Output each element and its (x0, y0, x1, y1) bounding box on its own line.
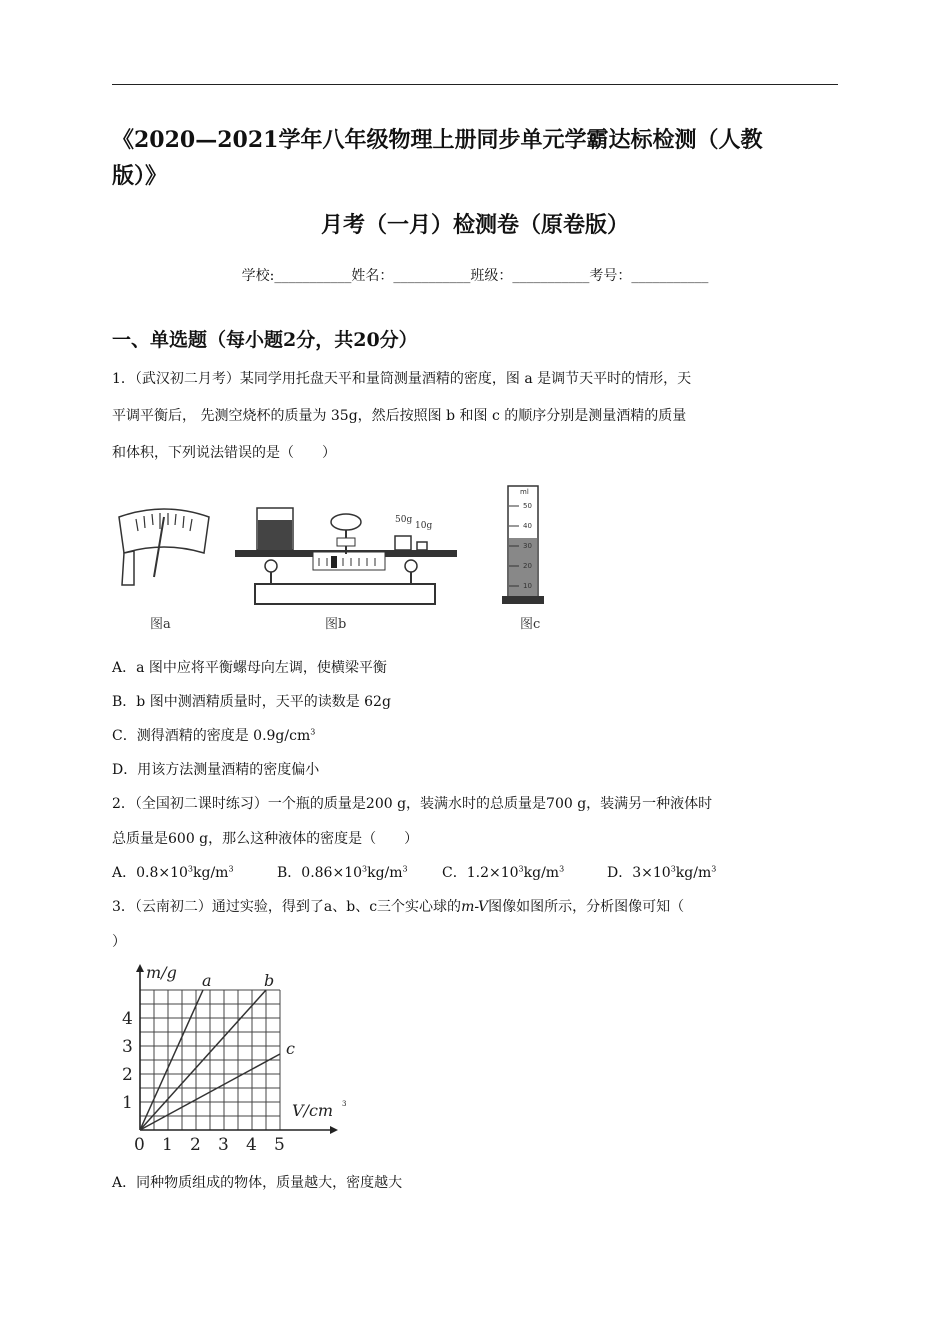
graph-line-c-label: c (286, 1039, 295, 1058)
mv-graph (112, 962, 352, 1162)
weight-50g-label: 50g (395, 515, 413, 525)
graph-x-tick: 3 (218, 1135, 229, 1155)
figure-a-label: 图a (150, 617, 171, 632)
q3-line2: ） (112, 934, 126, 950)
q1-line3: 和体积，下列说法错误的是（ ） (112, 445, 336, 461)
student-info-line: 学校:___________姓名：___________班级：___________考号：___________ (241, 268, 709, 284)
document-subtitle: 月考（一月）检测卷（原卷版） (320, 212, 629, 238)
q2-option-b: B．$0.86\times 10^3kg/m^3$ (277, 864, 408, 881)
graph-x-axis-sup: 3 (342, 1100, 347, 1108)
q1-option-d: D．用该方法测量酒精的密度偏小 (112, 762, 320, 778)
graph-x-tick: 5 (274, 1135, 285, 1155)
q2-options (112, 862, 716, 882)
cylinder-tick-label: 40 (523, 522, 532, 530)
section-heading: 一、单选题（每小题2分，共20分） (112, 329, 418, 351)
graph-x-tick: 2 (190, 1135, 201, 1155)
q1-line2: 平调平衡后， 先测空烧杯的质量为 35g，然后按照图 b 和图 c 的顺序分别是测量酒精的质量 (112, 408, 687, 424)
cylinder-tick-label: 50 (523, 502, 532, 510)
q2-line1: 2．（全国初二课时练习）一个瓶的质量是200 g，装满水时的总质量是700 g，装满另一种液体时 (112, 796, 713, 812)
figure-a-pointer-scale (114, 505, 214, 595)
graph-line-a-label: a (202, 971, 212, 990)
q2-line2: 总质量是600 g，那么这种液体的密度是（ ） (112, 831, 419, 847)
top-rule (112, 84, 838, 85)
graph-y-tick: 2 (122, 1065, 133, 1085)
figure-c-label: 图c (520, 617, 541, 632)
q1-option-c: C．测得酒精的密度是 $0.9g/cm^3$ (112, 727, 316, 744)
q2-option-d: D．$3\times 10^3kg/m^3$ (607, 864, 717, 881)
q3-line1: 3．（云南初二）通过实验，得到了a、b、c三个实心球的m-V图像如图所示，分析图像可知（ (112, 899, 685, 915)
q1-option-b: B．b 图中测酒精质量时，天平的读数是 62g (112, 694, 391, 710)
q1-option-a: A．a 图中应将平衡螺母向左调，使横梁平衡 (112, 660, 387, 676)
graph-y-tick: 1 (122, 1093, 133, 1113)
cylinder-unit: ml (520, 488, 529, 496)
q2-option-c: C．$1.2\times 10^3kg/m^3$ (442, 864, 565, 881)
graph-x-axis-label: V/cm (292, 1101, 334, 1120)
graph-y-tick: 3 (122, 1037, 133, 1057)
graph-line-b-label: b (264, 971, 275, 990)
q1-line1: 1．（武汉初二月考）某同学用托盘天平和量筒测量酒精的密度，图 a 是调节天平时的情形，天 (112, 371, 692, 387)
cylinder-tick-label: 20 (523, 562, 532, 570)
graph-x-tick: 1 (162, 1135, 173, 1155)
graph-x-tick: 0 (134, 1135, 145, 1155)
figure-b-balance (235, 500, 457, 608)
graph-x-tick: 4 (246, 1135, 257, 1155)
q2-option-a: A．$0.8\times 10^3kg/m^3$ (112, 864, 234, 881)
graph-y-tick: 4 (122, 1009, 133, 1029)
figure-b-label: 图b (325, 617, 347, 632)
cylinder-tick-label: 10 (523, 582, 532, 590)
cylinder-tick-label: 30 (523, 542, 532, 550)
graph-y-axis-label: m/g (146, 963, 177, 982)
weight-10g-label: 10g (415, 521, 433, 531)
document-title: 《2020—2021学年八年级物理上册同步单元学霸达标检测（人教 版）》 (112, 127, 763, 189)
figure-c-cylinder (500, 482, 556, 608)
q3-option-a: A．同种物质组成的物体，质量越大，密度越大 (112, 1175, 403, 1191)
